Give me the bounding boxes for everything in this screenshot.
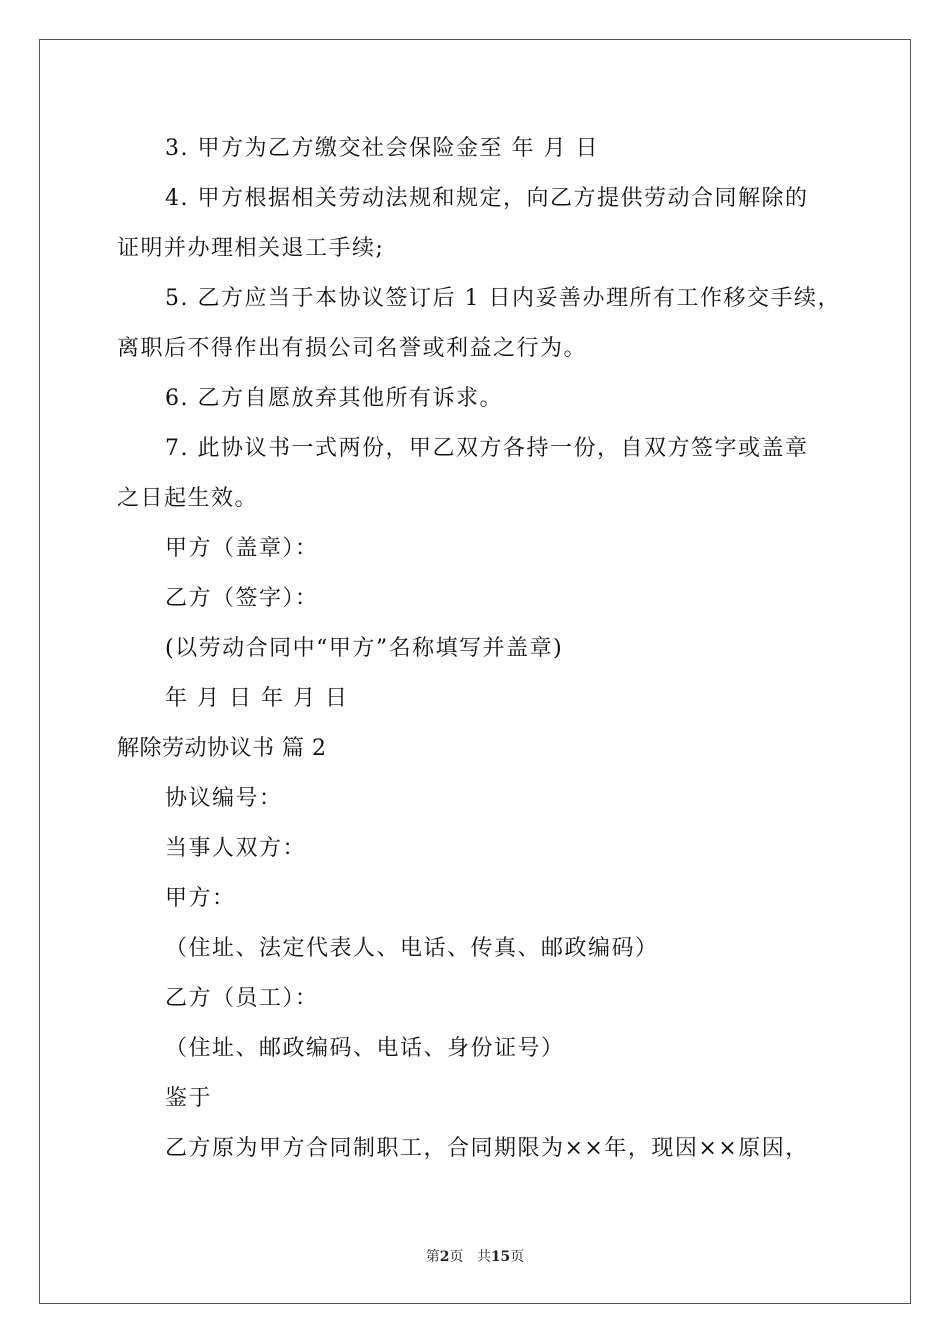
clause-4-continued: 证明并办理相关退工手续;: [117, 236, 385, 261]
page-number: 2: [439, 1249, 450, 1265]
whereas-text: 乙方原为甲方合同制职工，合同期限为××年，现因××原因，: [165, 1136, 809, 1161]
clause-7: 7. 此协议书一式两份，甲乙双方各持一份，自双方签字或盖章: [165, 436, 809, 461]
seal-instruction: (以劳动合同中“甲方”名称填写并盖章): [165, 636, 564, 661]
section-heading: 解除劳动协议书 篇 2: [117, 736, 327, 761]
clause-4: 4. 甲方根据相关劳动法规和规定，向乙方提供劳动合同解除的: [165, 186, 809, 211]
date-line: 年 月 日 年 月 日: [165, 686, 349, 711]
party-b-label: 乙方（员工）：: [165, 986, 319, 1011]
total-prefix: 共: [476, 1249, 491, 1265]
parties-label: 当事人双方：: [165, 836, 307, 861]
clause-7-continued: 之日起生效。: [117, 486, 259, 511]
party-a-seal-line: 甲方（盖章）：: [165, 536, 319, 561]
page-footer: [0, 1247, 950, 1267]
clause-3: 3. 甲方为乙方缴交社会保险金至 年 月 日: [165, 136, 599, 161]
agreement-number: 协议编号：: [165, 786, 283, 811]
clause-6: 6. 乙方自愿放弃其他所有诉求。: [165, 386, 503, 411]
party-a-label: 甲方：: [165, 886, 236, 911]
clause-5-continued: 离职后不得作出有损公司名誉或利益之行为。: [117, 336, 588, 361]
page-suffix: 页: [449, 1249, 464, 1265]
party-a-details: （住址、法定代表人、电话、传真、邮政编码）: [165, 936, 659, 961]
clause-5: 5. 乙方应当于本协议签订后 1 日内妥善办理所有工作移交手续，: [165, 286, 841, 311]
party-b-details: （住址、邮政编码、电话、身份证号）: [165, 1036, 565, 1061]
page-border: [39, 39, 911, 1304]
whereas-label: 鉴于: [165, 1086, 213, 1111]
total-pages: 15: [490, 1249, 511, 1265]
party-b-signature-line: 乙方（签字）：: [165, 586, 319, 611]
total-suffix: 页: [510, 1249, 525, 1265]
page-prefix: 第: [425, 1249, 440, 1265]
